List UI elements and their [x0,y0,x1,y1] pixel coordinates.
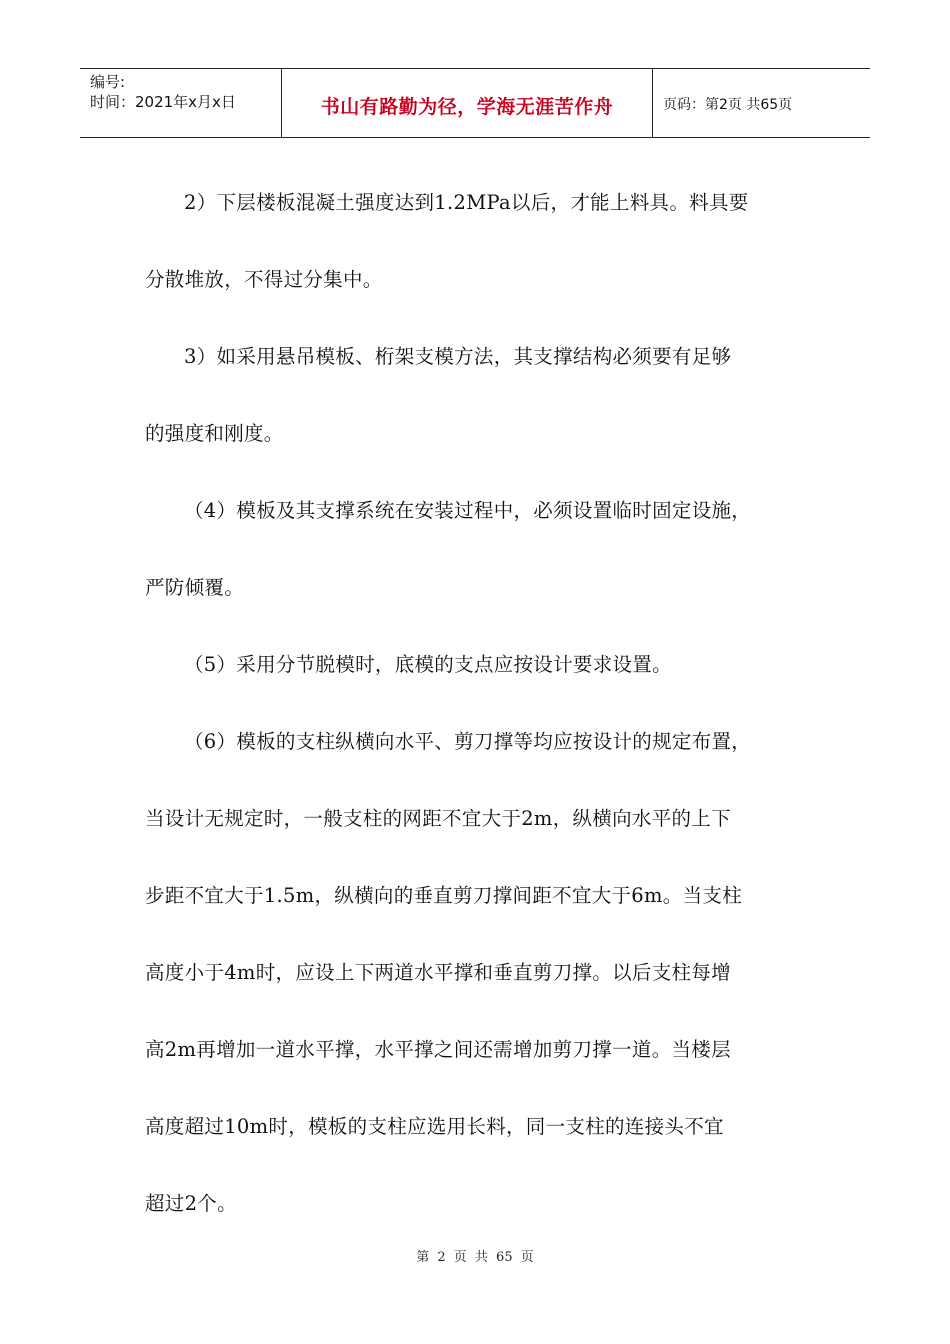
header-motto: 书山有路勤为径，学海无涯苦作舟 [320,96,614,118]
page-footer: 第 2 页 共 65 页 [416,1250,534,1265]
body-line: （6）模板的支柱纵横向水平、剪刀撑等均应按设计的规定布置， [184,730,752,753]
body-line: 当设计无规定时，一般支柱的网距不宜大于2m，纵横向水平的上下 [145,807,731,830]
body-line: 2）下层楼板混凝土强度达到1.2MPa以后，才能上料具。料具要 [184,191,749,214]
body-line: 步距不宜大于1.5m，纵横向的垂直剪刀撑间距不宜大于6m。当支柱 [145,884,742,907]
body-line: 严防倾覆。 [145,576,245,599]
header-left-cell [80,69,282,137]
body-line: 超过2个。 [145,1192,237,1215]
body-line: 3）如采用悬吊模板、桁架支模方法，其支撑结构必须要有足够 [184,345,732,368]
body-line: 高度超过10m时，模板的支柱应选用长料，同一支柱的连接头不宜 [145,1115,724,1138]
body-line: （5）采用分节脱模时，底模的支点应按设计要求设置。 [184,653,672,676]
document-number-label: 编号: [90,73,126,91]
header-page-info: 页码：第2页 共65页 [663,97,793,113]
document-date: 时间：2021年x月x日 [90,93,236,111]
body-line: （4）模板及其支撑系统在安装过程中，必须设置临时固定设施， [184,499,752,522]
page-header [80,68,870,138]
body-line: 分散堆放，不得过分集中。 [145,268,383,291]
body-line: 的强度和刚度。 [145,422,284,445]
body-line: 高2m再增加一道水平撑，水平撑之间还需增加剪刀撑一道。当楼层 [145,1038,731,1061]
header-right-cell [653,69,870,137]
body-line: 高度小于4m时，应设上下两道水平撑和垂直剪刀撑。以后支柱每增 [145,961,731,984]
header-middle-cell [282,69,653,137]
document-body [145,164,805,1242]
